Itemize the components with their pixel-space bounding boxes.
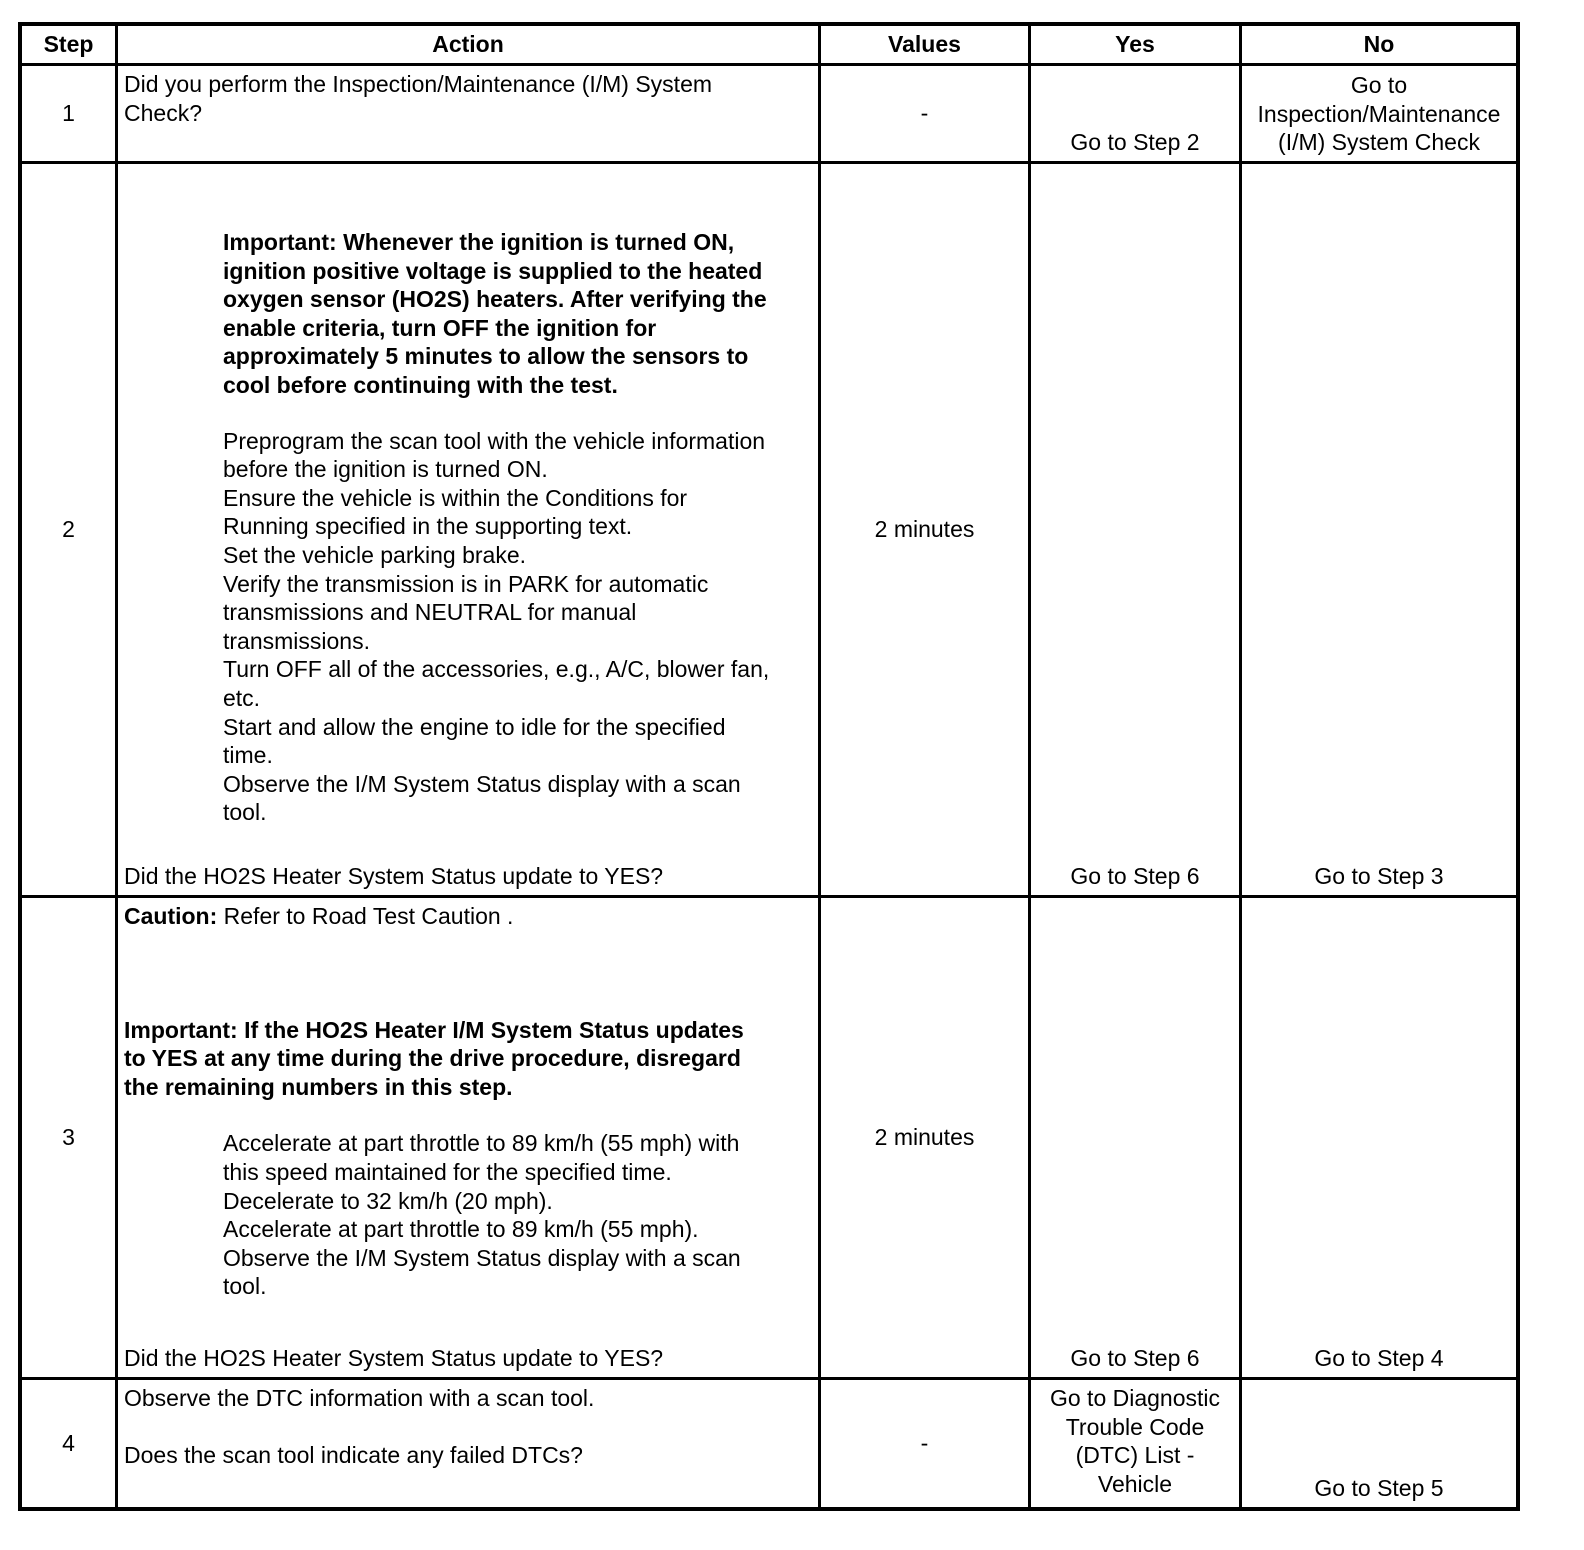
row4-yes[interactable] (1031, 1380, 1242, 1507)
row2-important-line: approximately 5 minutes to allow the sensors to (223, 343, 749, 370)
row2-procedure-line: Set the vehicle parking brake. (223, 541, 527, 568)
header-action: Action (118, 26, 821, 66)
row4-action-line: Observe the DTC information with a scan tool. (124, 1385, 595, 1411)
row3-important-note (124, 1016, 812, 1102)
row4-yes-line[interactable]: Go to Diagnostic (1049, 1385, 1221, 1411)
row2-procedure-line: Verify the transmission is in PARK for automatic (223, 570, 709, 597)
row4-yes-line[interactable]: Vehicle (1097, 1470, 1173, 1497)
row1-no-line[interactable]: Go to (1350, 72, 1408, 99)
row3-yes[interactable] (1031, 898, 1242, 1380)
row2-important-line: Important: Whenever the ignition is turned ON, (223, 229, 735, 255)
row2-important-line: enable criteria, turn OFF the ignition for (223, 314, 657, 341)
row1-action (118, 66, 821, 164)
diagnostic-table (18, 22, 1520, 1511)
row3-values: 2 minutes (821, 898, 1031, 1380)
row1-no-line[interactable]: Inspection/Maintenance (1257, 100, 1501, 127)
row2-procedure-line: before the ignition is turned ON. (223, 456, 548, 483)
row3-step: 3 (22, 898, 118, 1380)
header-values: Values (821, 26, 1031, 66)
row3-important-line: the remaining numbers in this step. (124, 1073, 513, 1100)
row2-procedure-line: transmissions. (223, 627, 370, 654)
row2-yes[interactable] (1031, 164, 1242, 898)
row1-values: - (821, 66, 1031, 164)
row3-procedure (124, 1129, 812, 1301)
row3-procedure-line: Decelerate to 32 km/h (20 mph). (223, 1187, 553, 1214)
row2-procedure-line: Ensure the vehicle is within the Conditions for (223, 484, 688, 511)
row1-no-line[interactable]: (I/M) System Check (1278, 129, 1480, 156)
row4-no-link[interactable]: Go to Step 5 (1314, 1475, 1444, 1502)
row3-no[interactable] (1242, 898, 1516, 1380)
row2-procedure-line: etc. (223, 684, 261, 711)
row4-yes-line[interactable]: Trouble Code (1065, 1413, 1205, 1440)
row2-yes-link[interactable]: Go to Step 6 (1070, 863, 1200, 890)
row4-action (118, 1380, 821, 1507)
row2-important-line: cool before continuing with the test. (223, 371, 618, 398)
row2-procedure-line: Running specified in the supporting text. (223, 513, 633, 540)
header-step: Step (22, 26, 118, 66)
row3-no-link[interactable]: Go to Step 4 (1314, 1345, 1444, 1372)
row2-values: 2 minutes (821, 164, 1031, 898)
row3-procedure-line: this speed maintained for the specified time. (223, 1158, 672, 1185)
row1-action-line: Check? (124, 99, 202, 126)
row2-procedure-line: Start and allow the engine to idle for the specified (223, 713, 726, 740)
row2-important-line: oxygen sensor (HO2S) heaters. After verifying the (223, 286, 767, 313)
row2-no-link[interactable]: Go to Step 3 (1314, 863, 1444, 890)
row2-procedure-line: Turn OFF all of the accessories, e.g., A/C, blower fan, (223, 656, 770, 683)
row2-important-line: ignition positive voltage is supplied to the heated (223, 257, 763, 284)
row3-caution-link[interactable]: Refer to Road Test Caution . (217, 903, 514, 929)
row4-values: - (821, 1380, 1031, 1507)
header-yes: Yes (1031, 26, 1242, 66)
row3-yes-link[interactable]: Go to Step 6 (1070, 1345, 1200, 1372)
row4-step: 4 (22, 1380, 118, 1507)
row1-action-line: Did you perform the Inspection/Maintenance (I/M) System (124, 71, 713, 97)
row4-no[interactable] (1242, 1380, 1516, 1507)
row2-procedure-line: transmissions and NEUTRAL for manual (223, 599, 637, 626)
row3-important-line: Important: If the HO2S Heater I/M System Status updates (124, 1016, 744, 1043)
row2-procedure-line: time. (223, 742, 273, 769)
row3-question: Did the HO2S Heater System Status update to YES? (124, 1345, 664, 1372)
row3-action (118, 898, 821, 1380)
row1-step: 1 (22, 66, 118, 164)
row3-important-line: to YES at any time during the drive procedure, disregard (124, 1045, 741, 1072)
header-no: No (1242, 26, 1516, 66)
row1-no[interactable] (1242, 66, 1516, 164)
row2-question: Did the HO2S Heater System Status update to YES? (124, 863, 664, 890)
row3-procedure-line: Accelerate at part throttle to 89 km/h (55 mph). (223, 1216, 699, 1243)
row2-procedure-line: Observe the I/M System Status display with a scan (223, 770, 741, 797)
row4-yes-line[interactable]: (DTC) List - (1075, 1442, 1195, 1469)
row2-procedure-line: tool. (223, 799, 267, 826)
row3-procedure-line: tool. (223, 1273, 267, 1300)
row1-yes-link[interactable]: Go to Step 2 (1070, 129, 1200, 156)
row2-action (118, 164, 821, 898)
row3-procedure-line: Accelerate at part throttle to 89 km/h (55 mph) with (223, 1130, 740, 1157)
row2-important-note (124, 228, 812, 400)
row3-caution-label: Caution: (124, 903, 218, 929)
row2-procedure (124, 427, 812, 827)
row2-procedure-line: Preprogram the scan tool with the vehicle information (223, 427, 766, 454)
row2-step: 2 (22, 164, 118, 898)
row3-procedure-line: Observe the I/M System Status display with a scan (223, 1244, 741, 1271)
row4-question: Does the scan tool indicate any failed DTCs? (124, 1441, 583, 1468)
row3-caution (124, 902, 812, 931)
row1-yes[interactable] (1031, 66, 1242, 164)
row2-no[interactable] (1242, 164, 1516, 898)
